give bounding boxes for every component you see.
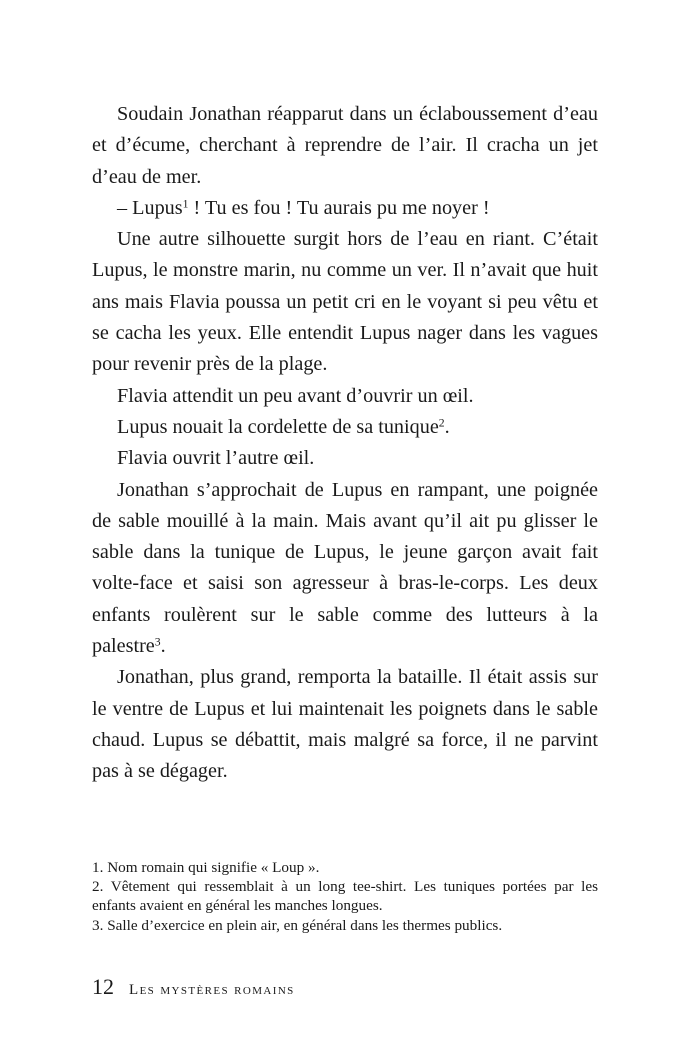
paragraph-3 <box>92 224 598 380</box>
paragraph-1 <box>92 99 598 193</box>
page-number: 12 <box>92 974 114 999</box>
footnote-ref-3: 3 <box>154 635 161 649</box>
body-text <box>92 99 598 788</box>
paragraph-text: Flavia ouvrit l’autre œil. <box>117 447 315 470</box>
footnote-1: 1. Nom romain qui signifie « Loup ». <box>92 859 320 876</box>
paragraph-text: Soudain Jonathan réapparut dans un éclaboussement d’eau et d’écume, cherchant à reprendre de l’air. Il cracha un jet d’eau de mer. <box>92 103 598 188</box>
running-head: Les mystères romains <box>129 982 295 998</box>
footnotes <box>92 858 598 935</box>
paragraph-text-after: . <box>444 415 450 438</box>
footnote-ref-2: 2 <box>438 416 445 430</box>
paragraph-text: Jonathan s’approchait de Lupus en rampant, une poignée de sable mouillé à la main. Mais avant qu’il ait pu glisser le sable dans la tunique de Lupus, le jeune garçon avait fait volte-face et saisi son agresseur à bras-le-corps. Les deux enfants roulèrent sur le sable comme des lutteurs à la palestre <box>92 478 598 658</box>
page-footer <box>92 974 295 1000</box>
paragraph-8 <box>92 662 598 787</box>
footnote-ref-1: 1 <box>182 197 189 211</box>
paragraph-text-after: . <box>160 635 166 658</box>
paragraph-text-after: ! Tu es fou ! Tu aurais pu me noyer ! <box>188 196 490 219</box>
paragraph-text: Une autre silhouette surgit hors de l’eau en riant. C’était Lupus, le monstre marin, nu comme un ver. Il n’avait que huit ans mais Flavia poussa un petit cri en le voyant si peu vêtu et se cacha les yeux. Elle entendit Lupus nager dans les vagues pour revenir près de la plage. <box>92 228 598 376</box>
paragraph-text: Lupus nouait la cordelette de sa tunique <box>117 415 439 438</box>
paragraph-text: – Lupus <box>117 196 183 219</box>
paragraph-7 <box>92 475 598 663</box>
footnote-2: 2. Vêtement qui ressemblait à un long tee-shirt. Les tuniques portées par les enfants avaient en général les manches longues. <box>92 878 598 915</box>
paragraph-4 <box>92 381 598 412</box>
paragraph-5 <box>92 412 598 443</box>
footnote-3: 3. Salle d’exercice en plein air, en général dans les thermes publics. <box>92 916 503 934</box>
paragraph-text: Flavia attendit un peu avant d’ouvrir un œil. <box>117 384 474 407</box>
paragraph-6 <box>92 443 598 474</box>
paragraph-text: Jonathan, plus grand, remporta la bataille. Il était assis sur le ventre de Lupus et lui maintenait les poignets dans le sable chaud. Lupus se débattit, mais malgré sa force, il ne parvint pas à se dégager. <box>92 666 598 783</box>
paragraph-2 <box>92 193 598 224</box>
